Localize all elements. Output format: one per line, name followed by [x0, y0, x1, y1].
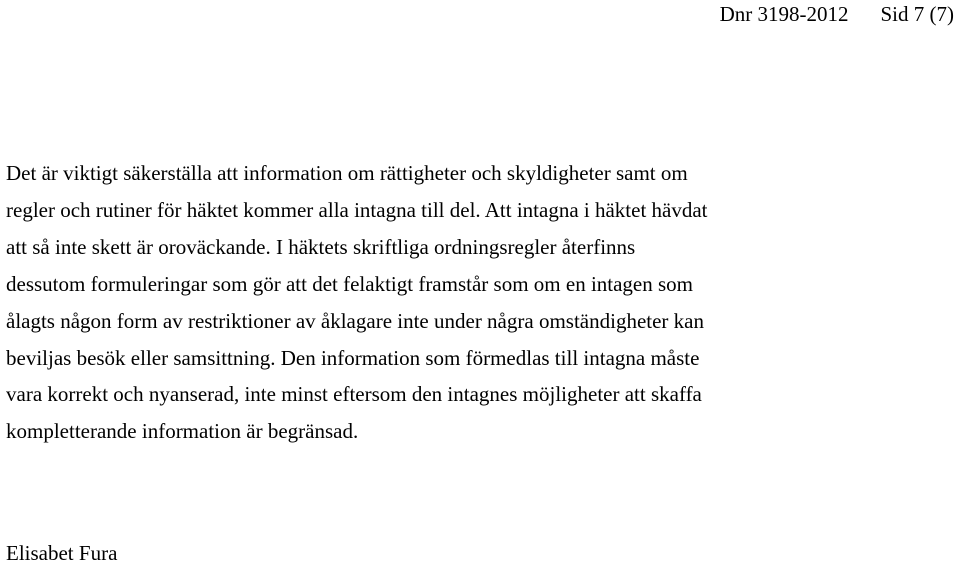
signature-name: Elisabet Fura	[6, 541, 118, 565]
document-number: Dnr 3198-2012	[719, 2, 849, 26]
page-number: Sid 7 (7)	[880, 2, 954, 26]
paragraph-line: ålagts någon form av restriktioner av åklagare inte under några omständigheter kan	[6, 308, 704, 333]
paragraph-line: Det är viktigt säkerställa att information om rättigheter och skyldigheter samt om	[6, 161, 688, 185]
body-paragraph	[6, 155, 956, 450]
page-header	[720, 2, 954, 26]
paragraph-line: beviljas besök eller samsittning. Den information som förmedlas till intagna måste	[6, 345, 700, 370]
paragraph-line: regler och rutiner för häktet kommer alla intagna till del. Att intagna i häktet hävdat	[6, 197, 708, 222]
paragraph-line: att så inte skett är oroväckande. I häktets skriftliga ordningsregler återfinns	[6, 234, 636, 259]
paragraph-line: dessutom formuleringar som gör att det felaktigt framstår som om en intagen som	[6, 271, 694, 296]
paragraph-line: vara korrekt och nyanserad, inte minst eftersom den intagnes möjligheter att skaffa	[6, 382, 702, 407]
paragraph-line: kompletterande information är begränsad.	[6, 419, 359, 444]
